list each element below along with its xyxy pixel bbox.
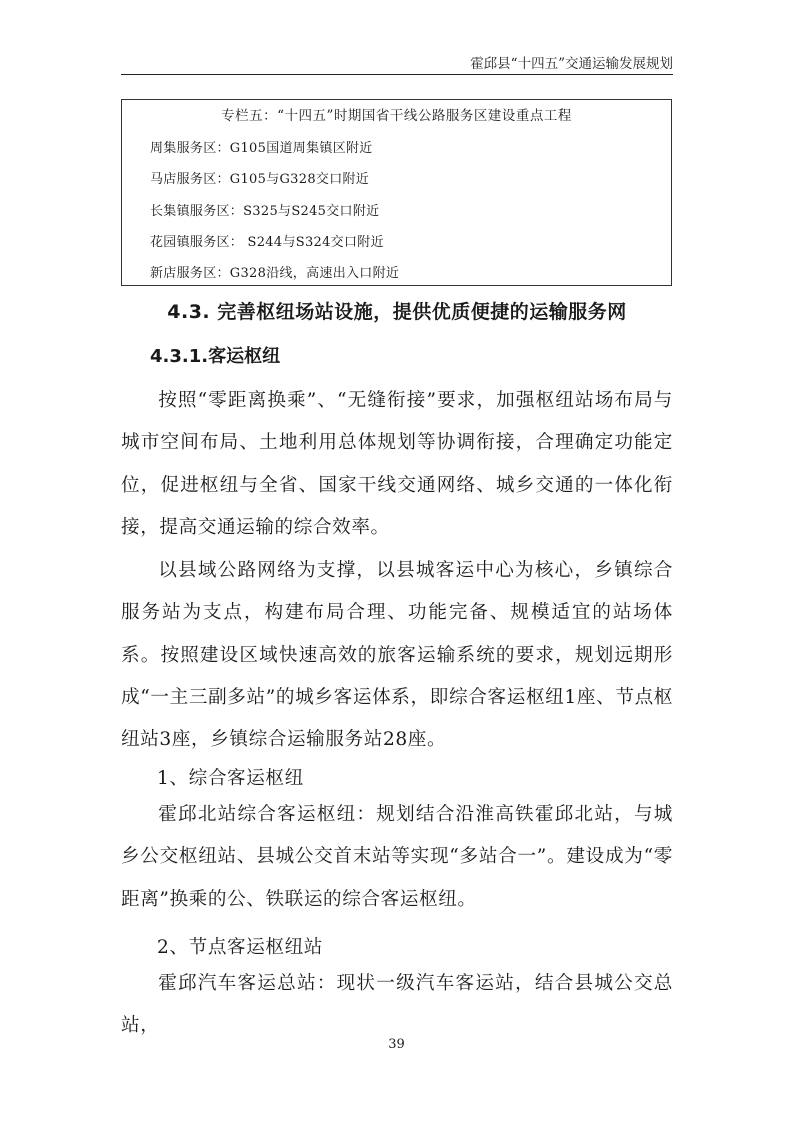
service-area-row: 周集服务区：G105国道周集镇区附近	[150, 141, 373, 156]
service-area-row: 新店服务区：G328沿线，高速出入口附近	[150, 266, 400, 281]
running-header: 霍邱县“十四五”交通运输发展规划	[470, 56, 673, 72]
paragraph: 以县域公路网络为支撑，以县城客运中心为核心，乡镇综合服务站为支点，构建布局合理、功能完备、规模适宜的站场体系。按照建设区域快速高效的旅客运输系统的要求，规划远期形成“一主三副多站”的城乡客运体系，即综合客运枢纽1座、节点枢纽站3座，乡镇综合运输服务站28座。	[121, 560, 673, 751]
service-area-row: 马店服务区：G105与G328交口附近	[150, 172, 370, 187]
paragraph: 霍邱北站综合客运枢纽：规划结合沿淮高铁霍邱北站，与城乡公交枢纽站、县城公交首末站等实现“多站合一”。建设成为“零距离”换乘的公、铁联运的综合客运枢纽。	[121, 804, 673, 910]
paragraph: 按照“零距离换乘”、“无缝衔接”要求，加强枢纽站场布局与城市空间布局、土地利用总体规划等协调衔接，合理确定功能定位，促进枢纽与全省、国家干线交通网络、城乡交通的一体化衔接，提高交通运输的综合效率。	[121, 390, 673, 538]
list-item-heading: 1、综合客运枢纽	[157, 768, 304, 789]
paragraph: 霍邱汽车客运总站：现状一级汽车客运站，结合县城公交总站，	[121, 973, 673, 1037]
service-area-row: 长集镇服务区：S325与S245交口附近	[150, 204, 380, 219]
header-rule	[121, 74, 673, 75]
page-number: 39	[388, 1037, 405, 1052]
subsection-heading: 4.3.1.客运枢纽	[150, 346, 281, 367]
list-item-heading: 2、节点客运枢纽站	[157, 937, 323, 958]
section-heading: 4.3. 完善枢纽场站设施，提供优质便捷的运输服务网	[167, 301, 627, 323]
service-area-row: 花园镇服务区： S244与S324交口附近	[150, 235, 384, 250]
feature-box-title: 专栏五：“十四五”时期国省干线公路服务区建设重点工程	[221, 108, 572, 124]
feature-box	[121, 99, 672, 286]
